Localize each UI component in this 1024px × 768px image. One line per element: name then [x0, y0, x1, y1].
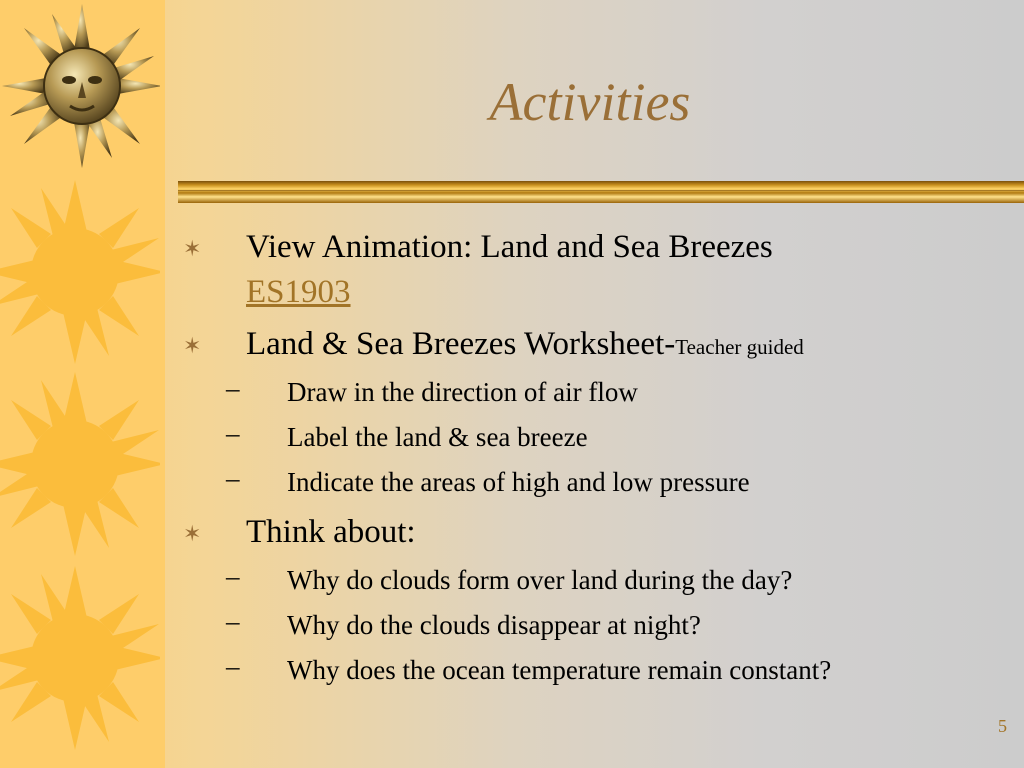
- subitem-clouds-night: Why do the clouds disappear at night?: [287, 610, 701, 640]
- bullet-item-think-about: Think about:: [246, 514, 416, 550]
- sun-icon: [0, 562, 160, 768]
- slide-title: Activities: [489, 72, 691, 132]
- metal-sun-face-icon: [0, 0, 160, 170]
- subitem-label-breeze: Label the land & sea breeze: [287, 422, 588, 452]
- dash-marker: –: [226, 418, 240, 448]
- worksheet-label: Land & Sea Breezes Worksheet-: [246, 326, 676, 362]
- subitem-clouds-day: Why do clouds form over land during the day?: [287, 565, 793, 595]
- bullet-marker: ✶: [183, 236, 202, 261]
- bullet-item-animation: View Animation: Land and Sea Breezes: [246, 229, 773, 265]
- dash-marker: –: [226, 463, 240, 493]
- bullet-item-worksheet: [246, 324, 804, 367]
- subitem-pressure: Indicate the areas of high and low pressure: [287, 467, 750, 497]
- page-number: 5: [998, 716, 1007, 736]
- bullet-marker: ✶: [183, 333, 202, 358]
- sun-icon: [0, 372, 160, 562]
- dash-marker: –: [226, 373, 240, 403]
- subitem-ocean-temperature: Why does the ocean temperature remain constant?: [287, 655, 832, 685]
- subitem-air-flow: Draw in the direction of air flow: [287, 377, 638, 407]
- bullet-marker: ✶: [183, 521, 202, 546]
- es1903-link[interactable]: ES1903: [246, 274, 351, 310]
- dash-marker: –: [226, 651, 240, 681]
- worksheet-note: Teacher guided: [675, 335, 804, 359]
- dash-marker: –: [226, 561, 240, 591]
- sun-icon: [0, 180, 160, 370]
- title-divider: [178, 181, 1024, 203]
- dash-marker: –: [226, 606, 240, 636]
- side-strip: [0, 0, 165, 768]
